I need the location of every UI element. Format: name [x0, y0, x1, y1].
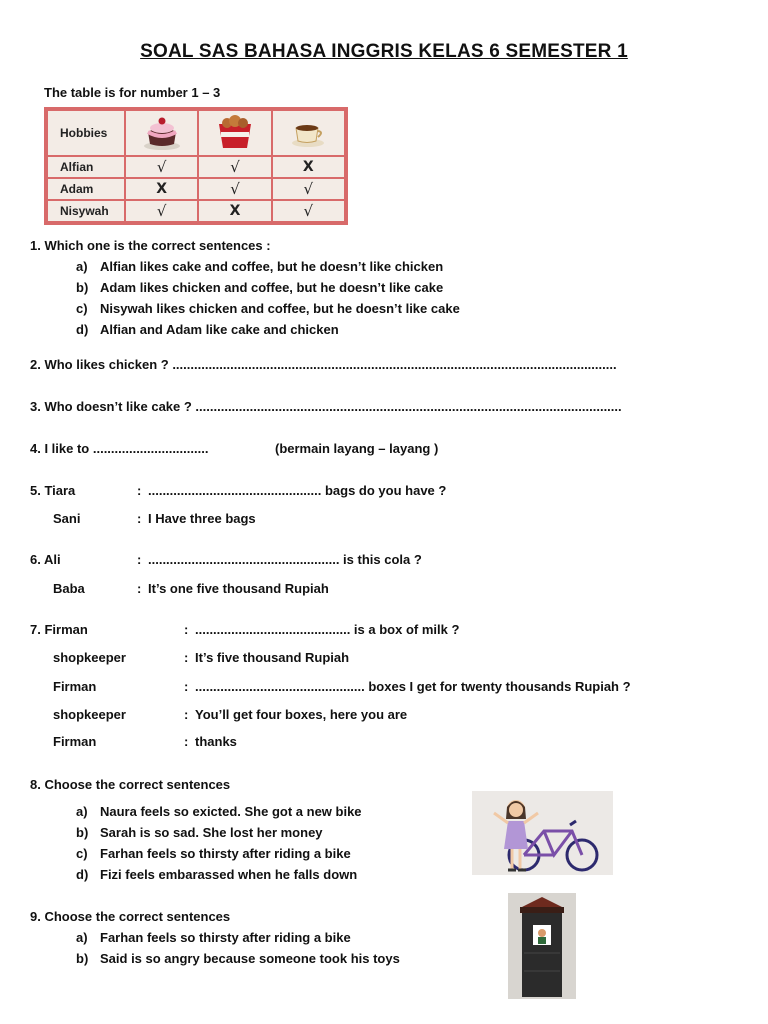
dialog-speaker: shopkeeper: [53, 707, 126, 722]
dialog-speaker: 5. Tiara: [30, 483, 76, 498]
dialog-speaker: Firman: [53, 734, 97, 749]
option-item: d) Alfian and Adam like cake and chicken: [76, 322, 339, 337]
option-item: b) Sarah is so sad. She lost her money: [76, 825, 323, 840]
dialog-line: thanks: [195, 734, 237, 749]
dialog-colon: :: [184, 650, 189, 665]
dialog-colon: :: [137, 581, 142, 596]
cross-mark: X: [125, 178, 198, 200]
dialog-line: It’s one five thousand Rupiah: [148, 581, 329, 596]
question-2: 2. Who likes chicken ? ...........................................................................................................................: [30, 357, 617, 372]
dialog-line: It’s five thousand Rupiah: [195, 650, 350, 665]
dialog-colon: :: [184, 679, 189, 694]
option-item: d) Fizi feels embarassed when he falls down: [76, 867, 358, 882]
question-3: 3. Who doesn’t like cake ? ......................................................................................................................: [30, 399, 622, 414]
dialog-line: ............................................... boxes I get for twenty thousands Rupiah ?: [195, 679, 631, 694]
option-item: b) Said is so angry because someone took his toys: [76, 951, 400, 966]
option-item: a) Farhan feels so thirsty after riding a bike: [76, 930, 351, 945]
coffee-cup-icon: [272, 110, 345, 156]
boy-behind-door-illustration: [508, 893, 576, 999]
chicken-icon: [198, 110, 271, 156]
cake-icon: [125, 110, 198, 156]
question-1: 1. Which one is the correct sentences :: [30, 238, 271, 253]
table-intro: The table is for number 1 – 3: [44, 85, 221, 100]
dialog-line: ........................................... is a box of milk ?: [195, 622, 460, 637]
dialog-colon: :: [137, 511, 142, 526]
check-mark: √: [125, 156, 198, 178]
option-item: c) Nisywah likes chicken and coffee, but he doesn’t like cake: [76, 301, 460, 316]
dialog-speaker: Firman: [53, 679, 97, 694]
check-mark: √: [198, 178, 271, 200]
dialog-colon: :: [137, 483, 142, 498]
dialog-colon: :: [184, 622, 189, 637]
table-row-name: Alfian: [47, 156, 125, 178]
dialog-colon: :: [184, 707, 189, 722]
table-row-name: Nisywah: [47, 200, 125, 222]
dialog-colon: :: [184, 734, 189, 749]
check-mark: √: [272, 178, 345, 200]
cross-mark: X: [198, 200, 271, 222]
girl-with-bike-illustration: [472, 791, 613, 875]
option-item: a) Alfian likes cake and coffee, but he doesn’t like chicken: [76, 259, 444, 274]
table-row-name: Adam: [47, 178, 125, 200]
question-4-hint: (bermain layang – layang ): [275, 441, 439, 456]
dialog-line: ................................................ bags do you have ?: [148, 483, 447, 498]
hobbies-table-image: [44, 107, 348, 225]
dialog-line: I Have three bags: [148, 511, 256, 526]
dialog-line: You’ll get four boxes, here you are: [195, 707, 408, 722]
question-4: 4. I like to ................................: [30, 441, 209, 456]
check-mark: √: [272, 200, 345, 222]
question-9: 9. Choose the correct sentences: [30, 909, 231, 924]
dialog-speaker: shopkeeper: [53, 650, 126, 665]
dialog-line: ..................................................... is this cola ?: [148, 552, 422, 567]
dialog-colon: :: [137, 552, 142, 567]
check-mark: √: [198, 156, 271, 178]
dialog-speaker: Sani: [53, 511, 81, 526]
check-mark: √: [125, 200, 198, 222]
option-item: a) Naura feels so exicted. She got a new bike: [76, 804, 362, 819]
question-8: 8. Choose the correct sentences: [30, 777, 231, 792]
dialog-speaker: Baba: [53, 581, 85, 596]
option-item: c) Farhan feels so thirsty after riding a bike: [76, 846, 351, 861]
page-title: SOAL SAS BAHASA INGGRIS KELAS 6 SEMESTER 1: [140, 41, 628, 62]
cross-mark: X: [272, 156, 345, 178]
dialog-speaker: 6. Ali: [30, 552, 61, 567]
option-item: b) Adam likes chicken and coffee, but he doesn’t like cake: [76, 280, 444, 295]
dialog-speaker: 7. Firman: [30, 622, 88, 637]
table-header-hobbies: Hobbies: [47, 110, 125, 156]
